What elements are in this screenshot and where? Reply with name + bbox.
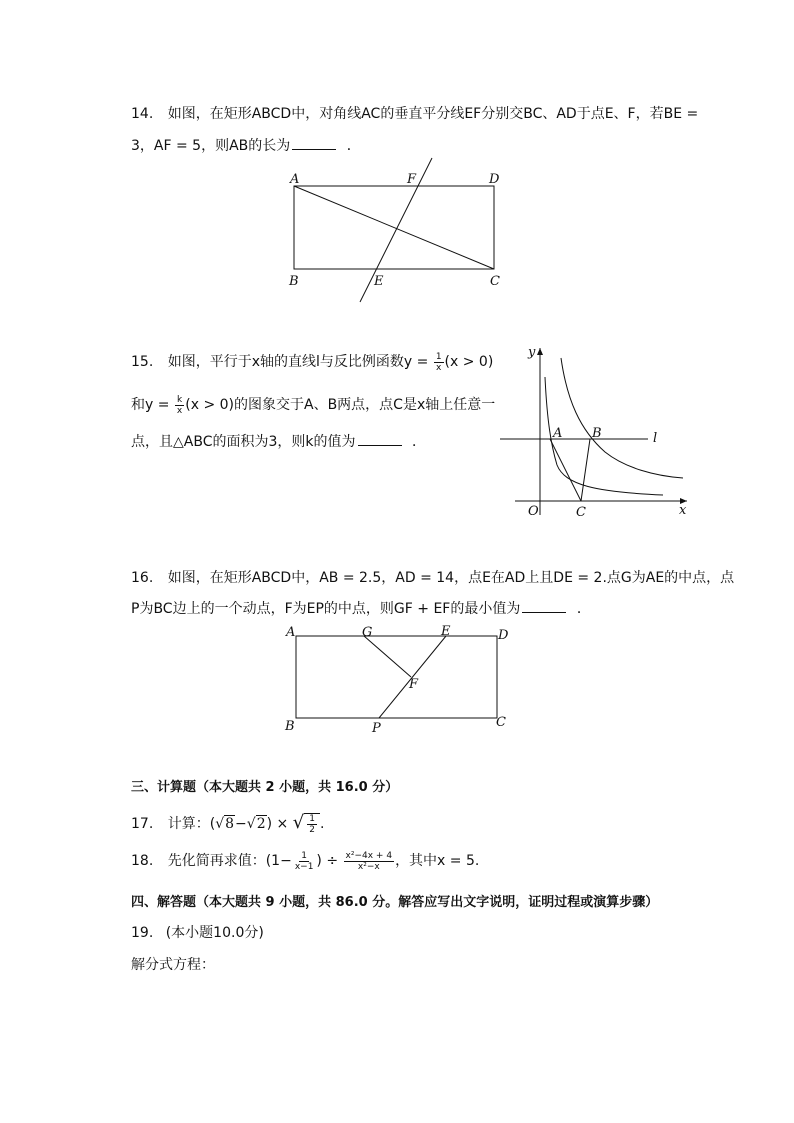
- q15-text-line2-prefix: 和y =: [131, 397, 170, 413]
- q15-fraction-1: $\frac{1}{x}$: [435, 351, 442, 373]
- q18-suffix: ，其中x = 5.: [395, 853, 480, 869]
- q16-label-f: F: [409, 677, 419, 692]
- q17-prefix: 计算：(: [167, 816, 216, 832]
- section3-heading: 三、计算题（本大题共 2 小题，共 16.0 分）: [131, 780, 399, 795]
- radical-icon: √: [292, 812, 305, 833]
- q16-segment-gf: [364, 636, 411, 677]
- q15-text-line1: 如图，平行于x轴的直线l与反比例函数y =: [167, 354, 429, 370]
- q14-text-line2: 3，AF = 5，则AB的长为: [131, 138, 291, 154]
- q15-line1: [131, 351, 493, 373]
- q16-label-p: P: [372, 721, 381, 736]
- q18-mid: ) ÷: [316, 853, 339, 869]
- q14-bisector-ef: [360, 158, 432, 302]
- q14-end: ．: [346, 138, 361, 154]
- q14-label-f: F: [407, 172, 417, 187]
- q15-label-b: B: [592, 426, 602, 441]
- q15-label-a: A: [553, 426, 563, 441]
- q16-line1: [131, 567, 734, 587]
- q16-label-a: A: [286, 625, 296, 640]
- q15-label-x: x: [679, 503, 687, 518]
- q19-number: 19.: [131, 925, 154, 941]
- q15-segment-bc: [581, 439, 590, 501]
- q16-answer-blank[interactable]: [522, 598, 566, 613]
- q19-line1: [131, 922, 264, 942]
- q16-label-c: C: [496, 715, 506, 730]
- q15-text-line2-suffix: (x > 0)的图象交于A、B两点，点C是x轴上任意一: [185, 397, 496, 413]
- q17-end: .: [319, 816, 325, 832]
- radical-icon: √: [246, 816, 256, 832]
- q16-label-b: B: [285, 719, 295, 734]
- q14-line1: [131, 103, 698, 123]
- q18-fraction-2: $\frac{\text{x²−4x + 4}}{\text{x²−x}}$: [345, 850, 393, 872]
- q16-rectangle: [296, 636, 497, 718]
- q14-answer-blank[interactable]: [292, 135, 336, 150]
- q16-label-d: D: [498, 628, 509, 643]
- q15-domain-1: (x > 0): [444, 354, 494, 370]
- q14-label-d: D: [489, 172, 500, 187]
- q15-figure: [495, 340, 700, 525]
- q17-number: 17.: [131, 816, 154, 832]
- q14-label-c: C: [490, 274, 500, 289]
- q15-label-o: O: [528, 504, 539, 519]
- q15-fraction-2: $\frac{k}{x}$: [176, 394, 183, 416]
- q16-label-e: E: [441, 624, 451, 639]
- q17-radicand-fraction: [304, 813, 320, 835]
- q14-diagonal-ac: [294, 186, 494, 269]
- q17-fraction: $\frac{1}{2}$: [309, 813, 315, 835]
- q15-curve-inner: [545, 377, 663, 495]
- q15-label-l: l: [653, 431, 658, 446]
- q14-label-b: B: [289, 274, 299, 289]
- q17-minus: −: [235, 816, 247, 832]
- q19-points: (本小题10.0分): [165, 925, 264, 941]
- q15-text-line3: 点，且△ABC的面积为3，则k的值为: [131, 434, 356, 450]
- q16-text-line2: P为BC边上的一个动点，F为EP的中点，则GF + EF的最小值为: [131, 601, 521, 617]
- q16-line2: [131, 598, 591, 618]
- q18-line: [131, 850, 479, 872]
- q14-line2: [131, 135, 361, 155]
- radical-icon: √: [215, 816, 225, 832]
- q16-number: 16.: [131, 570, 154, 586]
- q17-radicand-2: 2: [256, 816, 266, 832]
- q15-number: 15.: [131, 354, 154, 370]
- q15-answer-blank[interactable]: [358, 431, 402, 446]
- q16-text-line1: 如图，在矩形ABCD中，AB = 2.5，AD = 14，点E在AD上且DE = 2.点G为AE的中点，点: [167, 570, 735, 586]
- q16-figure: [280, 620, 520, 740]
- q15-label-y: y: [528, 345, 536, 360]
- q17-line: [131, 812, 324, 835]
- q18-number: 18.: [131, 853, 154, 869]
- q14-label-e: E: [374, 274, 384, 289]
- q15-y-axis-arrow: [537, 348, 543, 355]
- q19-text: 解分式方程：: [131, 957, 215, 973]
- q15-curve-outer: [561, 358, 683, 478]
- q18-prefix: 先化简再求值：(1−: [167, 853, 292, 869]
- q15-segment-ac: [550, 439, 581, 501]
- q14-text-line1: 如图，在矩形ABCD中，对角线AC的垂直平分线EF分别交BC、AD于点E、F，若BE =: [167, 106, 699, 122]
- q17-mid: ) ×: [266, 816, 289, 832]
- q15-line2: [131, 394, 495, 416]
- q15-label-c: C: [576, 505, 586, 520]
- q14-number: 14.: [131, 106, 154, 122]
- q16-label-g: G: [362, 625, 373, 640]
- q14-label-a: A: [290, 172, 300, 187]
- q15-end: ．: [411, 434, 426, 450]
- q14-figure: [280, 155, 510, 305]
- section4-heading: 四、解答题（本大题共 9 小题，共 86.0 分。解答应写出文字说明，证明过程或演算步骤）: [131, 895, 659, 910]
- q17-radicand-1: 8: [225, 816, 235, 832]
- q18-fraction-1: $\frac{1}{x-1}$: [294, 850, 314, 872]
- q15-line3: [131, 431, 426, 451]
- q16-end: ．: [576, 601, 591, 617]
